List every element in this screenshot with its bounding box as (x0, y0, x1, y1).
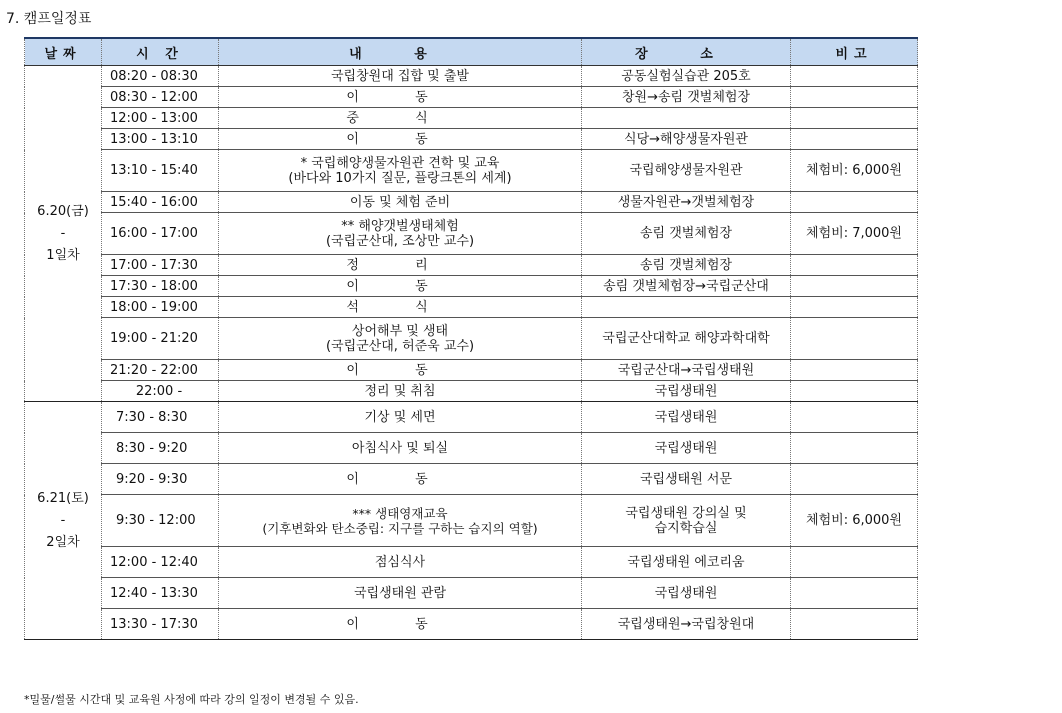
content-cell: 이 동 (219, 276, 582, 297)
time-cell: 13:00 - 13:10 (102, 129, 219, 150)
place-cell (582, 495, 791, 547)
table-row (25, 402, 918, 433)
time-cell: 16:00 - 17:00 (102, 213, 219, 255)
content-cell: 국립생태원 관람 (219, 578, 582, 609)
note-cell (791, 108, 918, 129)
time-cell: 12:00 - 13:00 (102, 108, 219, 129)
time-cell: 21:20 - 22:00 (102, 360, 219, 381)
header-place: 장 소 (582, 38, 791, 66)
content-line-2: (바다와 10가지 질문, 플랑크톤의 세계) (288, 170, 512, 186)
content-cell: 정리 및 취침 (219, 381, 582, 402)
place-cell (582, 108, 791, 129)
place-cell: 국립생태원 에코리움 (582, 547, 791, 578)
note-cell (791, 255, 918, 276)
content-cell: 이 동 (219, 609, 582, 640)
day2-dash: - (60, 512, 66, 528)
table-row (25, 297, 918, 318)
time-cell: 13:10 - 15:40 (102, 150, 219, 192)
table-row (25, 213, 918, 255)
camp-schedule-table (24, 37, 918, 640)
table-row (25, 150, 918, 192)
table-row (25, 318, 918, 360)
table-row (25, 129, 918, 150)
time-cell: 9:20 - 9:30 (102, 464, 219, 495)
note-cell: 체험비: 6,000원 (791, 495, 918, 547)
day1-date-cell (25, 66, 102, 402)
table-header-row (25, 38, 918, 66)
place-cell: 송림 갯벌체험장 (582, 255, 791, 276)
place-line: 국립생태원 강의실 및 (625, 505, 747, 521)
place-cell: 국립생태원→국립창원대 (582, 609, 791, 640)
content-cell: 중 식 (219, 108, 582, 129)
table-row (25, 192, 918, 213)
header-date: 날짜 (25, 38, 102, 66)
content-line: *** 생태영재교육 (352, 505, 448, 521)
content-cell (219, 318, 582, 360)
place-cell: 국립생태원 (582, 433, 791, 464)
place-line-2: 습지학습실 (654, 520, 718, 536)
note-cell (791, 464, 918, 495)
time-cell: 7:30 - 8:30 (102, 402, 219, 433)
day1-date: 6.20(금) (37, 203, 89, 219)
place-cell (582, 297, 791, 318)
time-cell: 08:20 - 08:30 (102, 66, 219, 87)
note-cell (791, 381, 918, 402)
table-row (25, 464, 918, 495)
table-row (25, 108, 918, 129)
day2-date: 6.21(토) (37, 490, 89, 506)
day2-label: 2일차 (46, 534, 80, 550)
content-cell: 이 동 (219, 129, 582, 150)
place-cell: 송림 갯벌체험장→국립군산대 (582, 276, 791, 297)
note-cell (791, 609, 918, 640)
content-cell (219, 213, 582, 255)
note-cell (791, 578, 918, 609)
table-row (25, 255, 918, 276)
table-row (25, 276, 918, 297)
table-row (25, 66, 918, 87)
note-cell (791, 192, 918, 213)
time-cell: 13:30 - 17:30 (102, 609, 219, 640)
note-cell (791, 276, 918, 297)
note-cell (791, 360, 918, 381)
place-cell: 국립군산대학교 해양과학대학 (582, 318, 791, 360)
note-cell: 체험비: 6,000원 (791, 150, 918, 192)
content-cell: 이 동 (219, 360, 582, 381)
place-cell: 국립생태원 (582, 578, 791, 609)
content-cell: 이동 및 체험 준비 (219, 192, 582, 213)
time-cell: 22:00 - (102, 381, 219, 402)
note-cell (791, 87, 918, 108)
table-row (25, 547, 918, 578)
time-cell: 12:40 - 13:30 (102, 578, 219, 609)
table-row (25, 609, 918, 640)
content-cell: 석 식 (219, 297, 582, 318)
note-cell: 체험비: 7,000원 (791, 213, 918, 255)
place-cell: 국립해양생물자원관 (582, 150, 791, 192)
time-cell: 9:30 - 12:00 (102, 495, 219, 547)
content-cell: 기상 및 세면 (219, 402, 582, 433)
time-cell: 18:00 - 19:00 (102, 297, 219, 318)
place-cell: 생물자원관→갯벌체험장 (582, 192, 791, 213)
content-cell: 국립창원대 집합 및 출발 (219, 66, 582, 87)
header-time: 시 간 (102, 38, 219, 66)
place-cell: 창원→송림 갯벌체험장 (582, 87, 791, 108)
time-cell: 17:00 - 17:30 (102, 255, 219, 276)
place-cell: 송림 갯벌체험장 (582, 213, 791, 255)
content-line: ** 해양갯벌생태체험 (341, 218, 459, 234)
footnote: *밀물/썰물 시간대 및 교육원 사정에 따라 강의 일정이 변경될 수 있음. (24, 693, 359, 706)
time-cell: 12:00 - 12:40 (102, 547, 219, 578)
content-cell (219, 150, 582, 192)
time-cell: 08:30 - 12:00 (102, 87, 219, 108)
note-cell (791, 547, 918, 578)
content-cell: 이 동 (219, 87, 582, 108)
note-cell (791, 129, 918, 150)
note-cell (791, 433, 918, 464)
content-cell (219, 495, 582, 547)
table-row (25, 433, 918, 464)
time-cell: 19:00 - 21:20 (102, 318, 219, 360)
content-line-2: (기후변화와 탄소중립: 지구를 구하는 습지의 역할) (262, 520, 538, 536)
place-cell: 국립생태원 (582, 402, 791, 433)
note-cell (791, 66, 918, 87)
time-cell: 17:30 - 18:00 (102, 276, 219, 297)
header-note: 비고 (791, 38, 918, 66)
place-cell: 식당→해양생물자원관 (582, 129, 791, 150)
table-row (25, 360, 918, 381)
content-cell: 아침식사 및 퇴실 (219, 433, 582, 464)
place-cell: 국립생태원 서문 (582, 464, 791, 495)
header-content: 내 용 (219, 38, 582, 66)
day1-dash: - (60, 225, 66, 241)
place-cell: 국립군산대→국립생태원 (582, 360, 791, 381)
time-cell: 15:40 - 16:00 (102, 192, 219, 213)
time-cell: 8:30 - 9:20 (102, 433, 219, 464)
content-cell: 점심식사 (219, 547, 582, 578)
day2-date-cell (25, 402, 102, 640)
content-line: * 국립해양생물자원관 견학 및 교육 (300, 155, 500, 171)
content-line-2: (국립군산대, 조상만 교수) (325, 233, 475, 249)
note-cell (791, 297, 918, 318)
content-line: 상어해부 및 생태 (351, 323, 449, 339)
content-line-2: (국립군산대, 허준욱 교수) (325, 338, 475, 354)
content-cell: 이 동 (219, 464, 582, 495)
table-row (25, 495, 918, 547)
table-row (25, 381, 918, 402)
place-cell: 국립생태원 (582, 381, 791, 402)
note-cell (791, 318, 918, 360)
table-row (25, 87, 918, 108)
note-cell (791, 402, 918, 433)
content-cell: 정 리 (219, 255, 582, 276)
day1-label: 1일차 (46, 247, 80, 263)
table-row (25, 578, 918, 609)
section-title: 7. 캠프일정표 (6, 11, 92, 27)
place-cell: 공동실험실습관 205호 (582, 66, 791, 87)
